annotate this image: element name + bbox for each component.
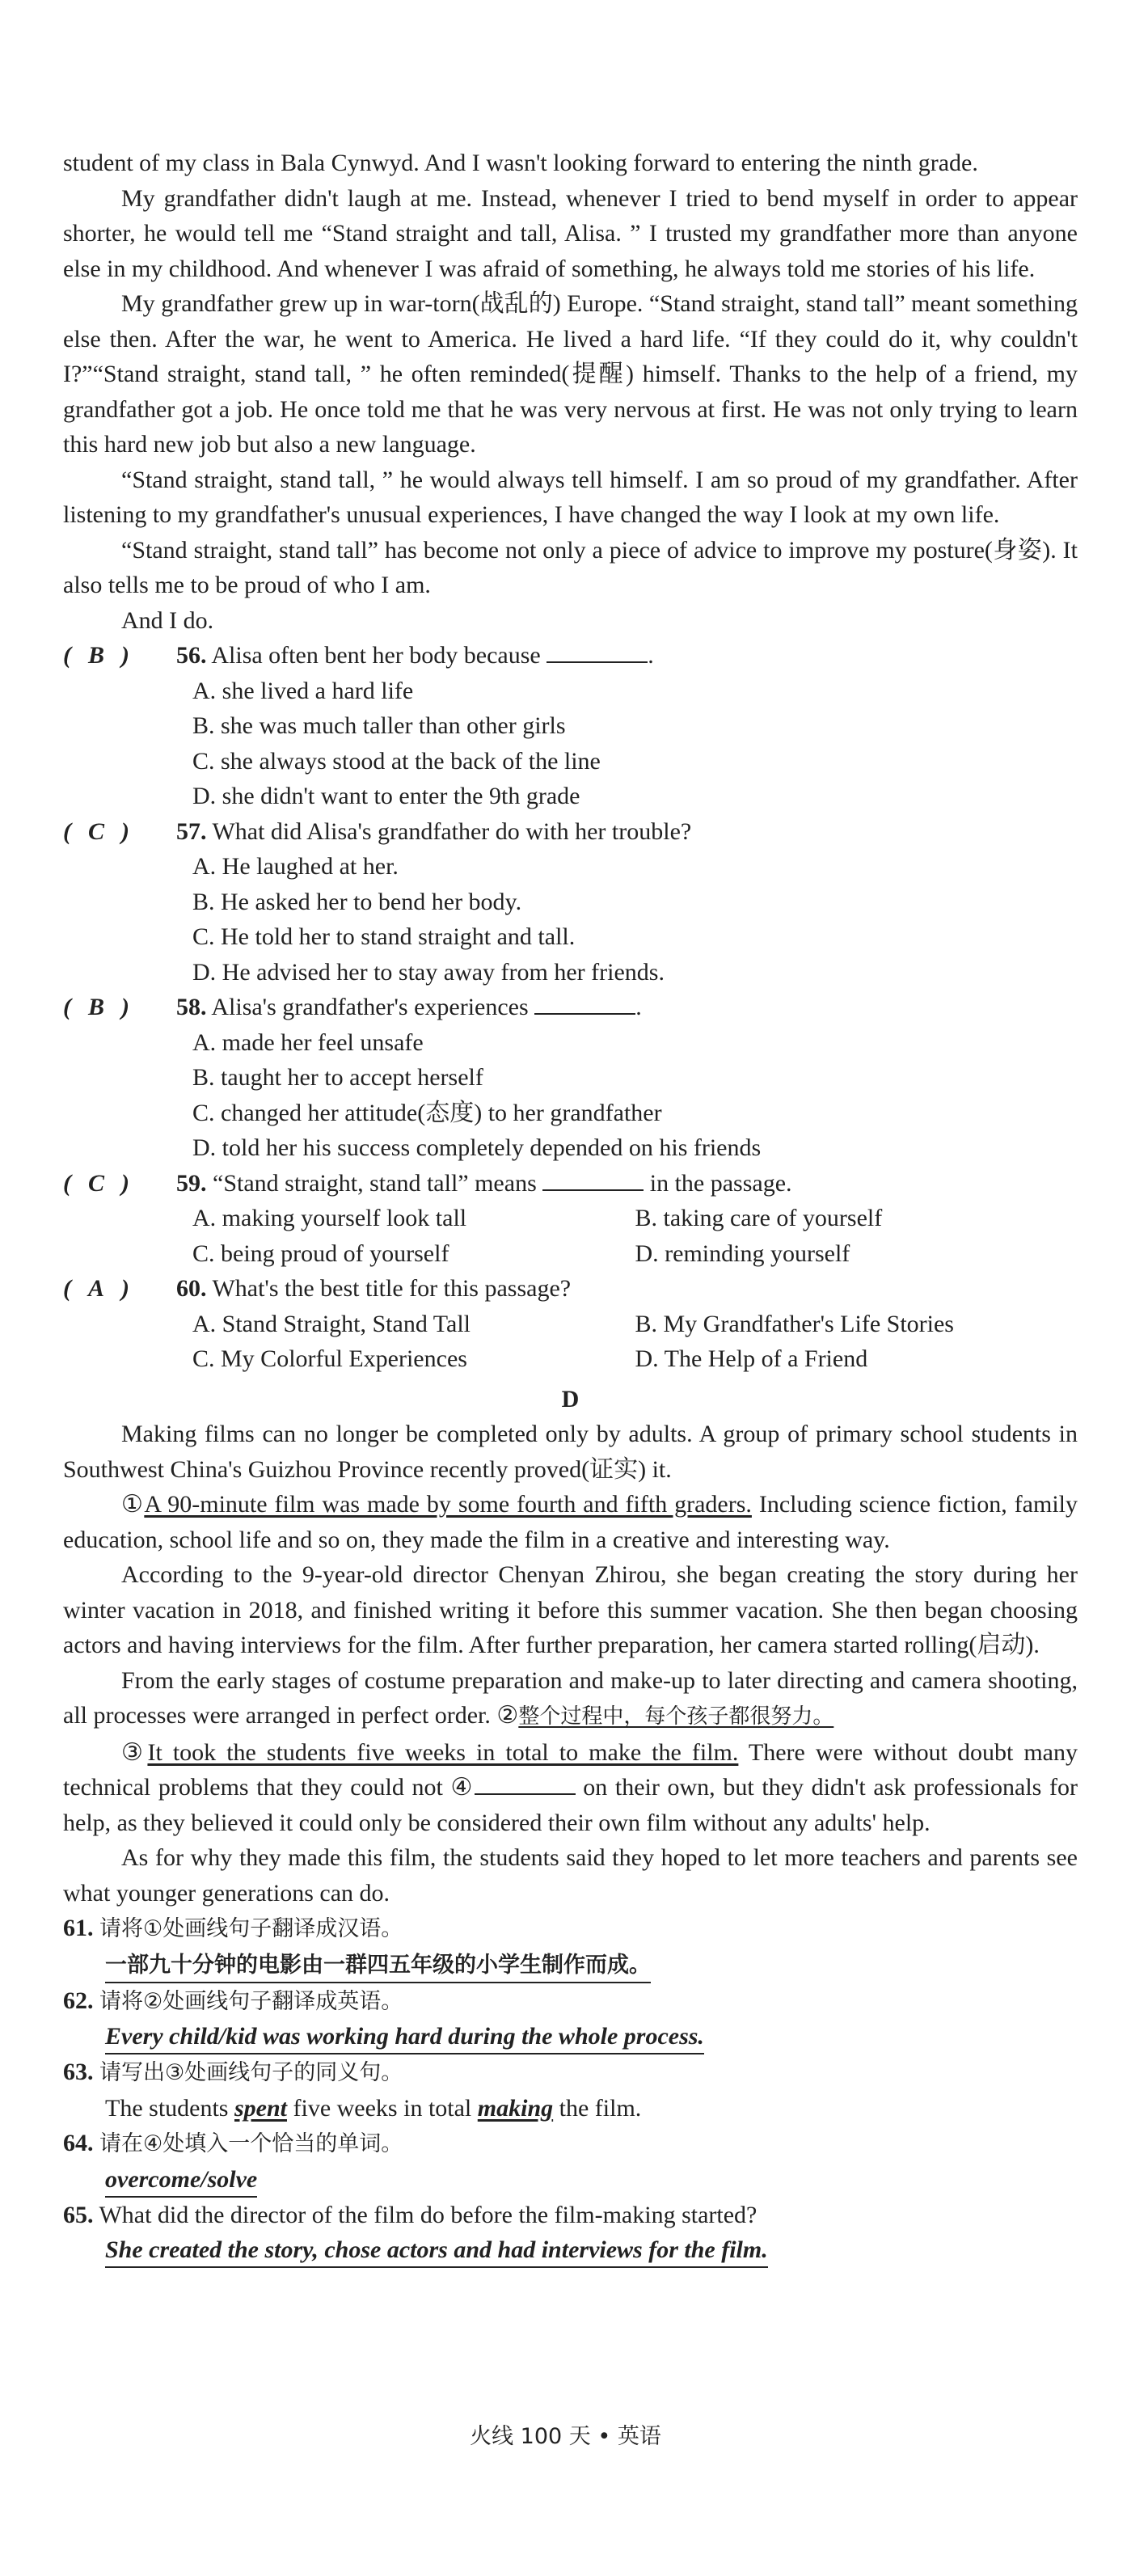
sentence-text: The students	[105, 2094, 234, 2122]
handwritten-answer: Every child/kid was working hard during the whole process.	[105, 2021, 704, 2054]
handwritten-answer: She created the story, chose actors and had interviews for the film.	[105, 2234, 768, 2268]
question-text: 请将②处画线句子翻译成英语。	[99, 1988, 403, 2014]
option: D. He advised her to stay away from her friends.	[192, 958, 665, 986]
option: C. being proud of yourself	[192, 1239, 449, 1267]
answer-line	[63, 1947, 1078, 1983]
option: A. Stand Straight, Stand Tall	[192, 1310, 471, 1337]
passage-d-p3: According to the 9-year-old director Chenyan Zhirou, she began creating the story during her winter vacation in 2018, and finished writing it before this summer vacation. She then began choosing actors and having interviews for the film. After further preparation, her camera started rolling(启动).	[63, 1561, 1078, 1658]
passage-d-p1: Making films can no longer be completed only by adults. A group of primary school students in Southwest China's Guizhou Province recently proved(证实) it.	[63, 1421, 1078, 1483]
option: B. taught her to accept herself	[192, 1064, 483, 1091]
answer-mark: C	[87, 1169, 104, 1197]
question-stem: Alisa's grandfather's experiences	[211, 994, 529, 1020]
option: B. He asked her to bend her body.	[192, 888, 522, 915]
question-text: What did the director of the film do before the film-making started?	[99, 2201, 758, 2228]
passage-c-p5: “Stand straight, stand tall” has become not only a piece of advice to improve my posture(身姿). It also tells me to be proud of who I am.	[63, 536, 1078, 598]
question-number: 63.	[63, 2059, 94, 2085]
page-footer	[0, 2419, 1131, 2455]
handwritten-word: spent	[234, 2094, 287, 2122]
question-stem-end: in the passage.	[649, 1169, 792, 1197]
passage-c-p4: “Stand straight, stand tall, ” he would always tell himself. I am so proud of my grandfather. After listening to my grandfather's unusual experiences, I have changed the way I look at my own life.	[63, 466, 1078, 528]
answer-blank	[534, 992, 635, 1015]
multiple-choice-questions	[63, 638, 1078, 1377]
option: D. reminding yourself	[635, 1239, 850, 1267]
question-number: 61.	[63, 1915, 94, 1941]
worksheet-page	[63, 146, 1078, 2268]
passage-text: There were without doubt many technical problems that they could not	[63, 1738, 1078, 1801]
question-61	[63, 1911, 1078, 1947]
passage-d-p2	[63, 1487, 1078, 1557]
question-text: 请写出③处画线句子的同义句。	[99, 2060, 403, 2085]
underlined-sentence: 整个过程中，每个孩子都很努力。	[518, 1704, 834, 1729]
handwritten-answer: overcome/solve	[105, 2164, 257, 2198]
question-stem: Alisa often bent her body because	[211, 642, 541, 669]
handwritten-answer: 一部九十分钟的电影由一群四五年级的小学生制作而成。	[105, 1949, 651, 1983]
passage-d-p6: As for why they made this film, the students said they hoped to let more teachers and parents see what younger generations can do.	[63, 1844, 1078, 1907]
answer-line	[63, 2162, 1078, 2198]
option-row	[63, 1341, 1078, 1377]
answer-blank	[542, 1168, 644, 1191]
circled-mark: ②	[496, 1702, 519, 1729]
option: A. made her feel unsafe	[192, 1028, 424, 1056]
option: D. told her his success completely depended on his friends	[192, 1134, 762, 1161]
answer-line	[63, 2019, 1078, 2054]
answer-blank	[475, 1772, 576, 1795]
question-63	[63, 2054, 1078, 2091]
question-62	[63, 1983, 1078, 2020]
option-row	[63, 1236, 1078, 1272]
passage-c-p3: My grandfather grew up in war-torn(战乱的) Europe. “Stand straight, stand tall” meant something else then. After the war, he went to America. He lived a hard life. “If they could do it, why couldn't I?”“Stand straight, stand tall, ” he often reminded(提醒) himself. Thanks to the help of a friend, my grandfather got a job. He once told me that he was very nervous at first. He was not only trying to learn this hard new job but also a new language.	[63, 290, 1078, 458]
sentence-text: the film.	[553, 2094, 642, 2122]
question-65	[63, 2198, 1078, 2233]
option: C. My Colorful Experiences	[192, 1345, 467, 1372]
answer-blank	[547, 640, 648, 663]
option: A. He laughed at her.	[192, 853, 399, 880]
option-row	[63, 1307, 1078, 1342]
question-stem-end: .	[635, 994, 642, 1020]
written-questions	[63, 1911, 1078, 2268]
question-number: 65.	[63, 2201, 94, 2228]
handwritten-word: making	[477, 2094, 554, 2122]
passage-c	[63, 146, 1078, 638]
question-number: 64.	[63, 2130, 94, 2156]
option: D. The Help of a Friend	[635, 1345, 868, 1372]
option: C. He told her to stand straight and tall.	[192, 923, 576, 950]
passage-text: Including science fiction, family education, school life and so on, they made the film in a creative and interesting way.	[63, 1491, 1078, 1553]
passage-c-p2: My grandfather didn't laugh at me. Instead, whenever I tried to bend myself in order to appear shorter, he would tell me “Stand straight and tall, Alisa. ” I trusted my grandfather more than anyone else in my childhood. And whenever I was afraid of something, he always told me stories of his life.	[63, 184, 1078, 282]
question-stem-end: .	[648, 642, 654, 669]
underlined-sentence: A 90-minute film was made by some fourth and fifth graders.	[144, 1491, 752, 1518]
circled-mark: ④	[450, 1774, 475, 1801]
passage-text: From the early stages of costume preparation and make-up to later directing and camera shooting, all processes were arranged in perfect order.	[63, 1666, 1078, 1729]
question-number: 56.	[176, 642, 207, 669]
question-59: ( C ) 59. “Stand straight, stand tall” means in the passage.	[63, 1166, 1078, 1201]
question-text: 请在④处填入一个恰当的单词。	[99, 2131, 403, 2156]
question-number: 59.	[176, 1169, 207, 1197]
question-stem: What did Alisa's grandfather do with her trouble?	[212, 817, 692, 845]
answer-mark: B	[87, 642, 104, 669]
option: B. she was much taller than other girls	[192, 712, 566, 739]
option-row	[63, 1201, 1078, 1236]
answer-line	[63, 2232, 1078, 2268]
answer-mark: A	[87, 1275, 104, 1302]
question-56: ( B ) 56. Alisa often bent her body because .	[63, 638, 1078, 674]
passage-c-p1: student of my class in Bala Cynwyd. And I wasn't looking forward to entering the ninth grade.	[63, 150, 978, 176]
option: B. taking care of yourself	[635, 1205, 883, 1231]
question-60: ( A ) 60. What's the best title for this passage?	[63, 1271, 1078, 1307]
option: A. she lived a hard life	[192, 677, 414, 704]
passage-c-p6: And I do.	[121, 606, 214, 634]
passage-d-p5	[63, 1735, 1078, 1841]
option: D. she didn't want to enter the 9th grade	[192, 783, 580, 809]
option: B. My Grandfather's Life Stories	[635, 1310, 954, 1337]
option: C. she always stood at the back of the line	[192, 747, 601, 775]
underlined-sentence: It took the students five weeks in total to make the film.	[147, 1738, 739, 1766]
question-64	[63, 2126, 1078, 2162]
question-number: 60.	[176, 1275, 207, 1302]
circled-mark: ①	[121, 1491, 145, 1518]
answer-mark: B	[87, 994, 104, 1020]
passage-text: on their own, but they didn't ask professionals for help, as they believed it could only be considered their own film without any adults' help.	[63, 1774, 1078, 1836]
circled-mark: ③	[121, 1738, 148, 1766]
sentence-text: five weeks in total	[287, 2094, 478, 2122]
question-text: 请将①处画线句子翻译成汉语。	[99, 1916, 403, 1941]
question-stem: “Stand straight, stand tall” means	[213, 1169, 537, 1197]
passage-d	[63, 1382, 1078, 1911]
option: A. making yourself look tall	[192, 1205, 467, 1231]
question-58: ( B ) 58. Alisa's grandfather's experiences .	[63, 990, 1078, 1025]
question-stem: What's the best title for this passage?	[212, 1275, 572, 1302]
question-number: 62.	[63, 1987, 94, 2014]
section-heading: D	[561, 1385, 580, 1413]
question-number: 57.	[176, 817, 207, 845]
option: C. changed her attitude(态度) to her grandfather	[192, 1099, 662, 1126]
question-57: ( C ) 57. What did Alisa's grandfather do with her trouble?	[63, 814, 1078, 850]
question-number: 58.	[176, 994, 207, 1020]
passage-d-p4	[63, 1663, 1078, 1735]
answer-mark: C	[87, 817, 104, 845]
footer-text: 火线 100 天 • 英语	[470, 2424, 661, 2449]
answer-line	[63, 2091, 1078, 2126]
